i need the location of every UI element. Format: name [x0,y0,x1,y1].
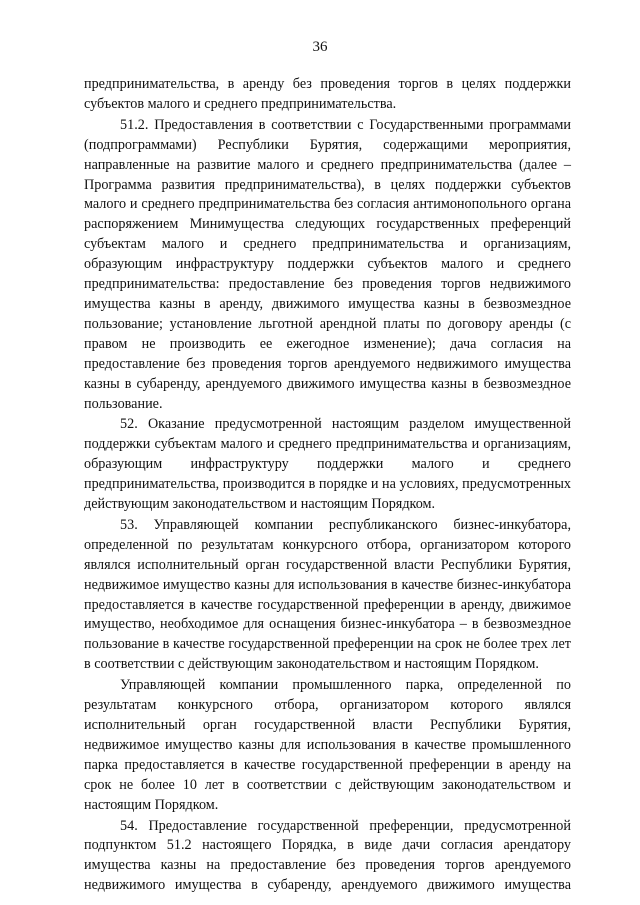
paragraph-52: 52. Оказание предусмотренной настоящим разделом имущественной поддержки субъектам малого и среднего предпринимательства и организациям, образующим инфраструктуру поддержки малого и среднего предпринимательства, производится в порядке и на условиях, предусмотренных действующим законодательством и настоящим Порядком. [84,416,571,513]
paragraph-51-2: 51.2. Предоставления в соответствии с Государственными программами (подпрограммами) Республики Бурятия, содержащими мероприятия, направленные на развитие малого и среднего предпринимательства (далее – Программа развития предпринимательства), в целях поддержки субъектов малого и среднего предпринимательства без согласия антимонопольного органа распоряжением Минимущества следующих государственных преференций субъектам малого и среднего предпринимательства и организациям, образующим инфраструктуру поддержки субъектов малого и среднего предпринимательства: предоставление без проведения торгов недвижимого имущества казны в аренду, движимого имущества казны в безвозмездное пользование; установление льготной арендной платы по договору аренды (с правом не производить ее ежегодное изменение); дача согласия на предоставление без проведения торгов арендуемого недвижимого имущества казны в субаренду, арендуемого движимого имущества казны в безвозмездное пользование. [84,116,571,412]
paragraph-continuation: предпринимательства, в аренду без проведения торгов в целях поддержки субъектов малого и среднего предпринимательства. [84,76,571,112]
paragraph-53-industrial-park: Управляющей компании промышленного парка, определенной по результатам конкурсного отбора, организатором которого являлся исполнительный орган государственной власти Республики Бурятия, недвижимое имущество казны для использования в качестве промышленного парка предоставляется в качестве государственной преференции в аренду на срок не более 10 лет в соответствии с действующим законодательством и настоящим Порядком. [84,677,571,813]
page-number: 36 [312,39,328,55]
document-body [84,75,571,897]
paragraph-53: 53. Управляющей компании республиканского бизнес-инкубатора, определенной по результатам конкурсного отбора, организатором которого являлся исполнительный орган государственной власти Республики Бурятия, недвижимое имущество казны для использования в качестве бизнес-инкубатора предоставляется в качестве государственной преференции в аренду, движимое имущество, необходимое для оснащения бизнес-инкубатора – в безвозмездное пользование в качестве государственной преференции на срок не более трех лет в соответствии с действующим законодательством и настоящим Порядком. [84,516,571,673]
paragraph-54: 54. Предоставление государственной преференции, предусмотренной подпунктом 51.2 настоящего Порядка, в виде дачи согласия арендатору имущества казны на предоставление без проведения торгов арендуемого недвижимого имущества в субаренду, арендуемого движимого имущества [84,817,571,894]
